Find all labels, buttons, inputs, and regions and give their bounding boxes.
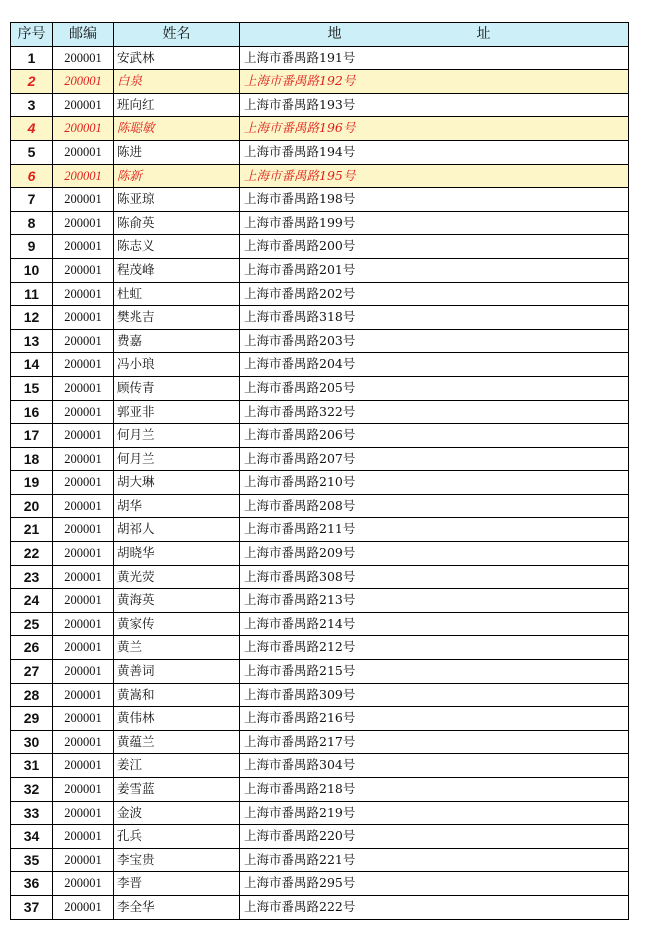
row-zip: 200001: [53, 235, 114, 259]
table-row: [11, 235, 629, 259]
row-address: 上海市番禺路205号: [240, 376, 629, 400]
row-number: 27: [11, 660, 53, 684]
table-row: [11, 258, 629, 282]
row-name: 樊兆吉: [114, 306, 240, 330]
row-name: 陈进: [114, 140, 240, 164]
table-row: [11, 754, 629, 778]
row-zip: 200001: [53, 164, 114, 188]
row-zip: 200001: [53, 306, 114, 330]
table-row: [11, 801, 629, 825]
table-row: [11, 353, 629, 377]
row-number: 28: [11, 683, 53, 707]
row-name: 黄兰: [114, 636, 240, 660]
row-name: 陈志义: [114, 235, 240, 259]
row-number: 22: [11, 542, 53, 566]
row-zip: 200001: [53, 542, 114, 566]
row-name: 陈俞英: [114, 211, 240, 235]
row-zip: 200001: [53, 895, 114, 919]
row-zip: 200001: [53, 46, 114, 70]
row-number: 26: [11, 636, 53, 660]
row-address: 上海市番禺路204号: [240, 353, 629, 377]
row-zip: 200001: [53, 589, 114, 613]
row-zip: 200001: [53, 636, 114, 660]
row-zip: 200001: [53, 140, 114, 164]
row-number: 23: [11, 565, 53, 589]
row-zip: 200001: [53, 258, 114, 282]
row-number: 25: [11, 612, 53, 636]
row-zip: 200001: [53, 424, 114, 448]
row-name: 李晋: [114, 872, 240, 896]
row-address: 上海市番禺路209号: [240, 542, 629, 566]
row-zip: 200001: [53, 730, 114, 754]
row-name: 金波: [114, 801, 240, 825]
table-row: [11, 46, 629, 70]
row-zip: 200001: [53, 683, 114, 707]
row-zip: 200001: [53, 353, 114, 377]
row-zip: 200001: [53, 117, 114, 141]
row-number: 5: [11, 140, 53, 164]
row-address: 上海市番禺路295号: [240, 872, 629, 896]
row-name: 胡晓华: [114, 542, 240, 566]
table-row: [11, 188, 629, 212]
table-row: [11, 707, 629, 731]
row-name: 姜江: [114, 754, 240, 778]
row-address: 上海市番禺路201号: [240, 258, 629, 282]
table-row: [11, 211, 629, 235]
row-address: 上海市番禺路215号: [240, 660, 629, 684]
row-number: 19: [11, 471, 53, 495]
row-number: 36: [11, 872, 53, 896]
header-row: [11, 23, 629, 47]
row-name: 班向红: [114, 93, 240, 117]
row-name: 顾传青: [114, 376, 240, 400]
row-address: 上海市番禺路202号: [240, 282, 629, 306]
row-number: 35: [11, 848, 53, 872]
table-row: [11, 825, 629, 849]
row-address: 上海市番禺路207号: [240, 447, 629, 471]
row-number: 34: [11, 825, 53, 849]
table-row: [11, 848, 629, 872]
row-number: 2: [11, 70, 53, 94]
row-zip: 200001: [53, 848, 114, 872]
table-row: [11, 400, 629, 424]
row-address: 上海市番禺路216号: [240, 707, 629, 731]
row-name: 冯小琅: [114, 353, 240, 377]
row-address: 上海市番禺路222号: [240, 895, 629, 919]
row-name: 陈聪敏: [114, 117, 240, 141]
row-zip: 200001: [53, 518, 114, 542]
row-name: 黄海英: [114, 589, 240, 613]
row-address: 上海市番禺路217号: [240, 730, 629, 754]
row-number: 15: [11, 376, 53, 400]
header-address: [240, 23, 629, 47]
row-name: 陈新: [114, 164, 240, 188]
row-name: 郭亚非: [114, 400, 240, 424]
header-address-part1: 地: [327, 26, 342, 42]
header-name: 姓名: [114, 23, 240, 47]
row-zip: 200001: [53, 801, 114, 825]
table-row: [11, 636, 629, 660]
row-name: 黄光荧: [114, 565, 240, 589]
row-number: 14: [11, 353, 53, 377]
row-number: 11: [11, 282, 53, 306]
table-row: [11, 542, 629, 566]
row-zip: 200001: [53, 211, 114, 235]
header-zip: 邮编: [53, 23, 114, 47]
row-zip: 200001: [53, 660, 114, 684]
row-number: 8: [11, 211, 53, 235]
table-row: [11, 730, 629, 754]
row-zip: 200001: [53, 376, 114, 400]
table-row: [11, 117, 629, 141]
row-address: 上海市番禺路210号: [240, 471, 629, 495]
row-name: 白泉: [114, 70, 240, 94]
table-row: [11, 565, 629, 589]
row-number: 6: [11, 164, 53, 188]
row-number: 16: [11, 400, 53, 424]
row-number: 17: [11, 424, 53, 448]
table-row: [11, 518, 629, 542]
row-number: 1: [11, 46, 53, 70]
row-name: 安武林: [114, 46, 240, 70]
row-name: 李宝贵: [114, 848, 240, 872]
row-zip: 200001: [53, 93, 114, 117]
row-name: 杜虹: [114, 282, 240, 306]
header-address-part2: 址: [476, 26, 491, 42]
table-row: [11, 660, 629, 684]
row-name: 何月兰: [114, 447, 240, 471]
row-number: 24: [11, 589, 53, 613]
row-name: 黄家传: [114, 612, 240, 636]
row-address: 上海市番禺路194号: [240, 140, 629, 164]
row-number: 20: [11, 494, 53, 518]
row-address: 上海市番禺路195号: [240, 164, 629, 188]
row-zip: 200001: [53, 612, 114, 636]
row-address: 上海市番禺路322号: [240, 400, 629, 424]
row-number: 9: [11, 235, 53, 259]
row-address: 上海市番禺路318号: [240, 306, 629, 330]
row-number: 7: [11, 188, 53, 212]
table-row: [11, 895, 629, 919]
table-row: [11, 329, 629, 353]
row-address: 上海市番禺路199号: [240, 211, 629, 235]
row-number: 29: [11, 707, 53, 731]
row-address: 上海市番禺路198号: [240, 188, 629, 212]
row-zip: 200001: [53, 825, 114, 849]
row-address: 上海市番禺路304号: [240, 754, 629, 778]
row-address: 上海市番禺路308号: [240, 565, 629, 589]
row-name: 胡祁人: [114, 518, 240, 542]
row-number: 21: [11, 518, 53, 542]
row-zip: 200001: [53, 447, 114, 471]
row-address: 上海市番禺路309号: [240, 683, 629, 707]
row-address: 上海市番禺路221号: [240, 848, 629, 872]
row-zip: 200001: [53, 494, 114, 518]
row-zip: 200001: [53, 565, 114, 589]
row-address: 上海市番禺路208号: [240, 494, 629, 518]
row-zip: 200001: [53, 872, 114, 896]
row-number: 33: [11, 801, 53, 825]
table-row: [11, 471, 629, 495]
row-address: 上海市番禺路214号: [240, 612, 629, 636]
row-address: 上海市番禺路218号: [240, 778, 629, 802]
row-name: 黄嵩和: [114, 683, 240, 707]
row-number: 10: [11, 258, 53, 282]
row-number: 37: [11, 895, 53, 919]
table-row: [11, 424, 629, 448]
row-zip: 200001: [53, 188, 114, 212]
row-number: 18: [11, 447, 53, 471]
row-number: 13: [11, 329, 53, 353]
address-table: [10, 22, 629, 920]
row-address: 上海市番禺路196号: [240, 117, 629, 141]
row-address: 上海市番禺路219号: [240, 801, 629, 825]
row-number: 32: [11, 778, 53, 802]
row-number: 4: [11, 117, 53, 141]
row-name: 胡大琳: [114, 471, 240, 495]
row-name: 陈亚琼: [114, 188, 240, 212]
row-address: 上海市番禺路192号: [240, 70, 629, 94]
row-number: 3: [11, 93, 53, 117]
row-zip: 200001: [53, 707, 114, 731]
row-name: 何月兰: [114, 424, 240, 448]
table-row: [11, 778, 629, 802]
table-row: [11, 93, 629, 117]
table-row: [11, 589, 629, 613]
row-name: 胡华: [114, 494, 240, 518]
row-zip: 200001: [53, 754, 114, 778]
table-row: [11, 70, 629, 94]
row-address: 上海市番禺路220号: [240, 825, 629, 849]
row-address: 上海市番禺路206号: [240, 424, 629, 448]
table-row: [11, 612, 629, 636]
row-address: 上海市番禺路211号: [240, 518, 629, 542]
table-row: [11, 447, 629, 471]
row-address: 上海市番禺路212号: [240, 636, 629, 660]
row-address: 上海市番禺路200号: [240, 235, 629, 259]
row-number: 31: [11, 754, 53, 778]
row-zip: 200001: [53, 329, 114, 353]
table-row: [11, 164, 629, 188]
row-name: 孔兵: [114, 825, 240, 849]
row-number: 30: [11, 730, 53, 754]
row-name: 李全华: [114, 895, 240, 919]
table-row: [11, 282, 629, 306]
table-row: [11, 140, 629, 164]
row-address: 上海市番禺路191号: [240, 46, 629, 70]
row-number: 12: [11, 306, 53, 330]
row-name: 黄蕴兰: [114, 730, 240, 754]
row-zip: 200001: [53, 778, 114, 802]
table-row: [11, 306, 629, 330]
row-address: 上海市番禺路203号: [240, 329, 629, 353]
header-no: 序号: [11, 23, 53, 47]
row-zip: 200001: [53, 282, 114, 306]
row-name: 黄善词: [114, 660, 240, 684]
table-row: [11, 872, 629, 896]
row-zip: 200001: [53, 400, 114, 424]
row-name: 黄伟林: [114, 707, 240, 731]
table-row: [11, 494, 629, 518]
row-name: 程茂峰: [114, 258, 240, 282]
row-zip: 200001: [53, 471, 114, 495]
row-name: 费嘉: [114, 329, 240, 353]
table-row: [11, 683, 629, 707]
row-zip: 200001: [53, 70, 114, 94]
row-address: 上海市番禺路213号: [240, 589, 629, 613]
row-address: 上海市番禺路193号: [240, 93, 629, 117]
table-row: [11, 376, 629, 400]
row-name: 姜雪蓝: [114, 778, 240, 802]
